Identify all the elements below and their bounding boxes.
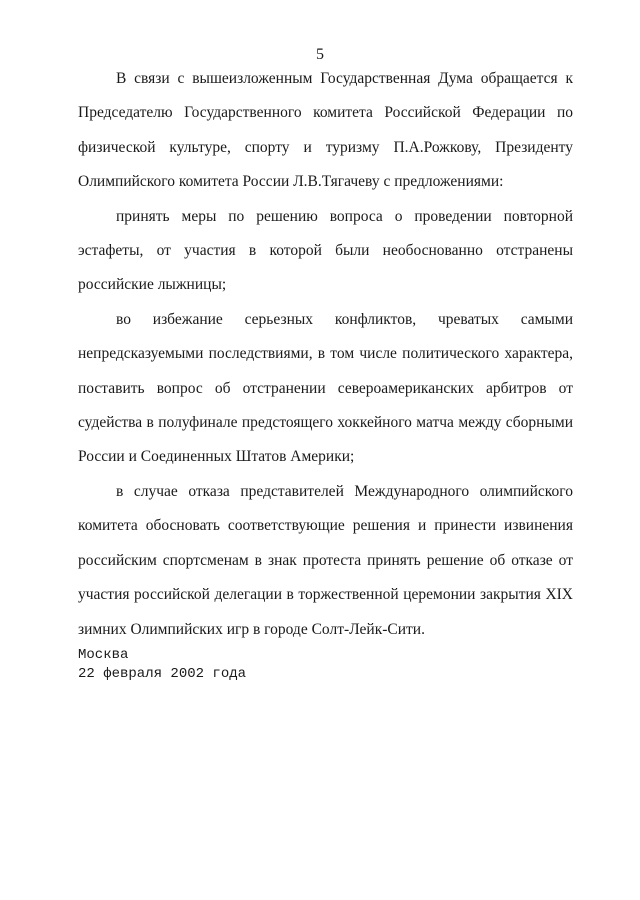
- signoff-date: 22 февраля 2002 года: [78, 666, 247, 682]
- paragraph-closing-ceremony-proposal: в случае отказа представителей Международного олимпийского комитета обосновать соответствующие решения и принести извинения российским спортсменам в знак протеста принять решение об отказе от участия российской делегации в торжественной церемонии закрытия XIX зимних Олимпийских игр в городе Солт-Лейк-Сити.: [78, 482, 573, 638]
- paragraph-appeal-intro: В связи с вышеизложенным Государственная Дума обращается к Председателю Государственного комитета Российской Федерации по физической культуре, спорту и туризму П.А.Рожкову, Президенту Олимпийского комитета России Л.В.Тягачеву с предложениями:: [78, 70, 573, 191]
- paragraph-relay-proposal: принять меры по решению вопроса о проведении повторной эстафеты, от участия в которой были необоснованно отстранены российские лыжницы;: [78, 207, 573, 294]
- signoff-block: [78, 646, 246, 684]
- paragraph-referee-proposal: во избежание серьезных конфликтов, чреватых самыми непредсказуемыми последствиями, в том числе политического характера, поставить вопрос об отстранении североамериканских арбитров от судейства в полуфинале предстоящего хоккейного матча между сборными России и Соединенных Штатов Америки;: [78, 310, 573, 466]
- signoff-city: Москва: [78, 647, 129, 663]
- page-number: 5: [316, 46, 324, 63]
- document-body: [78, 62, 573, 647]
